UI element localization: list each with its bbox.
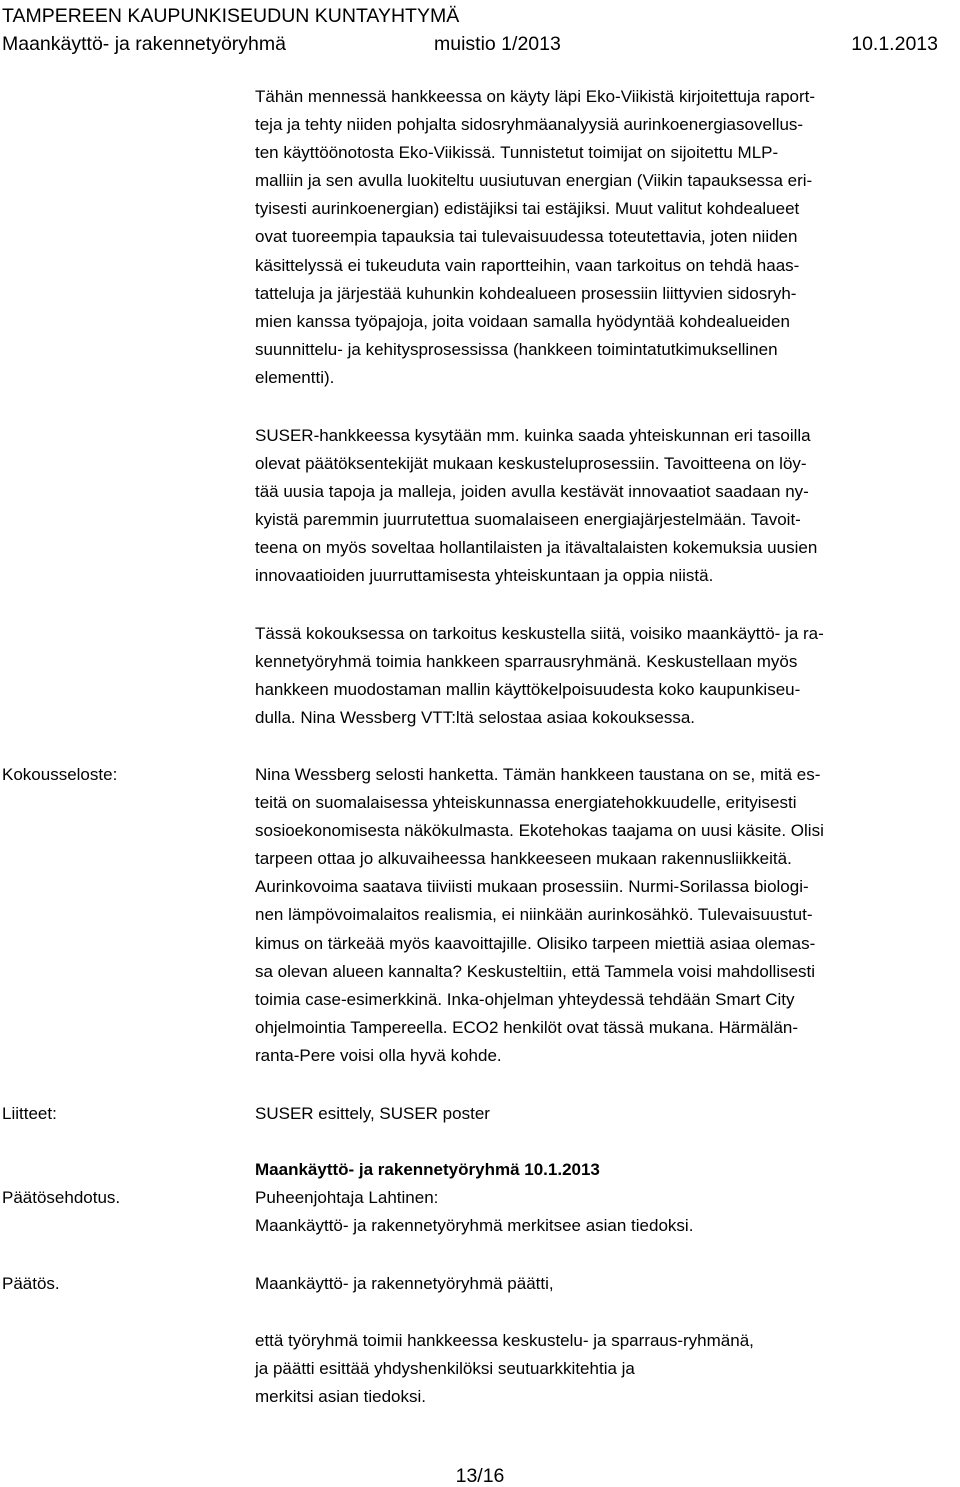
memo-date: 10.1.2013 [851, 33, 938, 55]
proposal-label: Päätösehdotus. [2, 1188, 121, 1207]
minutes-label: Kokousseloste: [2, 765, 118, 784]
page-number: 13/16 [455, 1465, 505, 1487]
attachments-label: Liitteet: [2, 1104, 57, 1123]
decision-text: Maankäyttö- ja rakennetyöryhmä päätti, [255, 1274, 554, 1293]
proposal-presenter: Puheenjohtaja Lahtinen: [255, 1188, 439, 1207]
intro-paragraph-3: Tässä kokouksessa on tarkoitus keskustella siitä, voisiko maankäyttö- ja ra- kennetyöryhmä toimia hankkeen sparrausryhmänä. Keskustellaan myös hankkeen muodostaman mallin käyttökelpoisuudesta koko kaupunkiseu- dulla. Nina Wessberg VTT:ltä selostaa asiaa kokouksessa. [255, 624, 824, 728]
decision-details: että työryhmä toimii hankkeessa keskustelu- ja sparraus-ryhmänä, ja päätti esittää yhdyshenkilöksi seutuarkkitehtia ja merkitsi asian tiedoksi. [255, 1331, 754, 1407]
intro-paragraph-1: Tähän mennessä hankkeessa on käyty läpi Eko-Viikistä kirjoitettuja raport- teja ja tehty niiden pohjalta sidosryhmäanalyysiä aurinkoenergiasovellus- ten käyttöönotosta Eko-Viikissä. Tunnistetut toimijat on sijoitettu MLP- malliin ja sen avulla luokiteltu uusiutuvan energian (Viikin tapauksessa eri- tyisesti aurinkoenergian) edistäjiksi tai estäjiksi. Muut valitut kohdealueet ovat tuoreempia tapauksia tai tulevaisuudessa toteutettavia, joten niiden käsittelyssä ei tukeuduta vain raportteihin, vaan tarkoitus on tehdä haas- tatteluja ja järjestää kuhunkin kohdealueen prosessiin liittyvien sidosryh- mien kanssa työpajoja, joita voidaan samalla hyödyntää kohdealueiden suunnittelu- ja kehitysprosessissa (hankkeen toimintatutkimuksellinen elementti). [255, 87, 816, 387]
proposal-text: Maankäyttö- ja rakennetyöryhmä merkitsee asian tiedoksi. [255, 1216, 694, 1235]
memo-number: muistio 1/2013 [434, 33, 561, 55]
working-group-name: Maankäyttö- ja rakennetyöryhmä [2, 33, 286, 55]
organization-title: TAMPEREEN KAUPUNKISEUDUN KUNTAYHTYMÄ [2, 5, 460, 27]
intro-paragraph-2: SUSER-hankkeessa kysytään mm. kuinka saada yhteiskunnan eri tasoilla olevat päätöksentekijät mukaan keskusteluprosessiin. Tavoitteena on löy- tää uusia tapoja ja malleja, joiden avulla kestävät innovaatiot saadaan ny- kyistä paremmin juurrutettua suomalaiseen energiajärjestelmään. Tavoit- teena on myös soveltaa hollantilaisten ja itävaltalaisten kokemuksia uusien innovaatioiden juurruttamisesta yhteiskuntaan ja oppia niistä. [255, 426, 818, 586]
decision-label: Päätös. [2, 1274, 60, 1293]
attachments-text: SUSER esittely, SUSER poster [255, 1104, 490, 1123]
minutes-text: Nina Wessberg selosti hanketta. Tämän hankkeen taustana on se, mitä es- teitä on suomalaisessa yhteiskunnassa energiatehokkuudelle, erityisesti sosioekonomisesta näkökulmasta. Ekotehokas taajama on uusi käsite. Olisi tarpeen ottaa jo alkuvaiheessa hankkeeseen mukaan rakennusliikkeitä. Aurinkovoima saatava tiiviisti mukaan prosessiin. Nurmi-Sorilassa biologi- nen lämpövoimalaitos realismia, ei niinkään aurinkosähkö. Tulevaisuustut- kimus on tärkeää myös kaavoittajille. Olisiko tarpeen miettiä asiaa olemas- sa olevan alueen kannalta? Keskusteltiin, että Tammela voisi mahdollisesti toimia case-esimerkkinä. Inka-ohjelman yhteydessä tehdään Smart City ohjelmointia Tampereella. ECO2 henkilöt ovat tässä mukana. Härmälän- ranta-Pere voisi olla hyvä kohde. [255, 765, 824, 1065]
proposal-heading: Maankäyttö- ja rakennetyöryhmä 10.1.2013 [255, 1160, 600, 1179]
